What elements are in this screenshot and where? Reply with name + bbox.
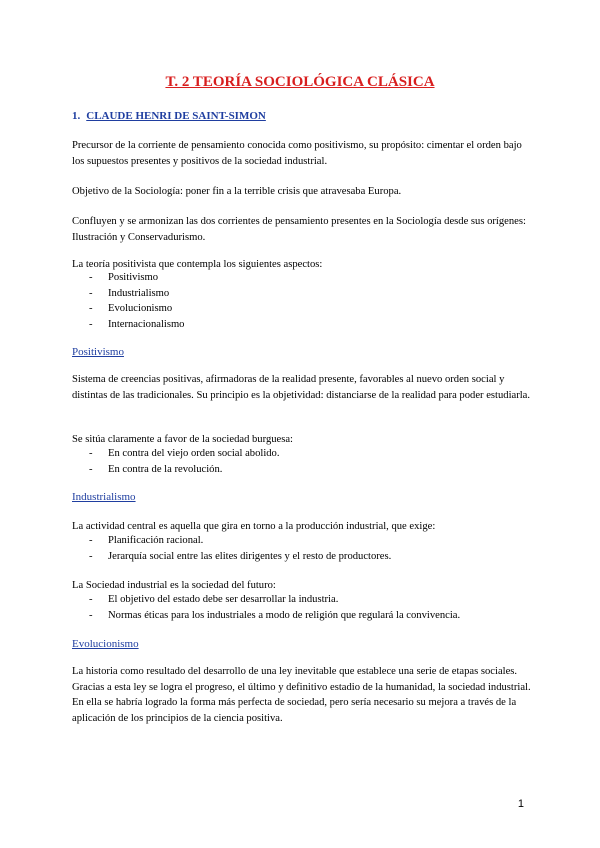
list-item-text: Jerarquía social entre las elites dirigentes y el resto de productores.: [108, 550, 392, 562]
list-item-text: Industrialismo: [108, 287, 170, 299]
paragraph-industrialismo-futuro: La Sociedad industrial es la sociedad del futuro:: [72, 580, 276, 591]
list-item-text: Internacionalismo: [108, 318, 185, 330]
section-number: 1.: [72, 110, 81, 122]
list-item: [72, 592, 534, 608]
list-dash: -: [89, 609, 93, 621]
list-item-text: Normas éticas para los industriales a modo de religión que regulará la convivencia.: [108, 609, 461, 621]
industrialismo-list-1: [72, 533, 534, 564]
list-item-text: Positivismo: [108, 272, 159, 283]
list-item-text: Planificación racional.: [108, 535, 204, 546]
list-item: [72, 270, 534, 286]
list-dash: -: [89, 594, 93, 605]
list-item: [72, 301, 534, 317]
list-item: [72, 608, 534, 624]
paragraph-evolucionismo: La historia como resultado del desarrollo de una ley inevitable que establece una serie de etapas sociales. Gracias a esta ley se logra el progreso, el último y definitivo estadio de la humanidad, la sociedad industrial. En ella se habría logrado la forma más perfecta de sociedad, pero sería necesario su mejora a través de la aplicación de los principios de la ciencia positiva.: [72, 666, 531, 724]
list-dash: -: [89, 303, 93, 314]
aspects-list: [72, 270, 534, 332]
list-item: [72, 533, 534, 549]
subheading-positivismo: Positivismo: [72, 346, 124, 358]
positivismo-list: [72, 446, 534, 477]
list-item-text: El objetivo del estado debe ser desarrollar la industria.: [108, 594, 339, 605]
page-number: 1: [517, 798, 524, 810]
industrialismo-list-2: [72, 592, 534, 623]
list-dash: -: [89, 535, 93, 546]
list-dash: -: [89, 550, 93, 562]
section-heading-saint-simon: [72, 109, 266, 123]
list-item-text: En contra del viejo orden social abolido.: [108, 448, 280, 459]
section-heading-text: CLAUDE HENRI DE SAINT-SIMON: [86, 110, 266, 122]
subheading-evolucionismo: Evolucionismo: [72, 638, 139, 650]
list-dash: -: [89, 463, 93, 475]
list-dash: -: [89, 272, 93, 283]
list-dash: -: [89, 287, 93, 299]
list-item: [72, 462, 534, 478]
paragraph-industrialismo-actividad: La actividad central es aquella que gira en torno a la producción industrial, que exige:: [72, 521, 436, 532]
list-item: [72, 549, 534, 565]
list-dash: -: [89, 318, 93, 330]
paragraph-precursor: Precursor de la corriente de pensamiento conocida como positivismo, su propósito: cimentar el orden bajo los supuestos presentes y positivos de la sociedad industrial.: [72, 140, 522, 167]
list-item-text: En contra de la revolución.: [108, 463, 223, 475]
list-item-text: Evolucionismo: [108, 303, 173, 314]
list-dash: -: [89, 448, 93, 459]
subheading-industrialismo: Industrialismo: [72, 491, 136, 503]
paragraph-confluyen: Confluyen y se armonizan las dos corrientes de pensamiento presentes en la Sociología desde sus orígenes: Ilustración y Conservadurismo.: [72, 216, 526, 243]
list-item: [72, 446, 534, 462]
paragraph-positivismo-sistema: Sistema de creencias positivas, afirmadoras de la realidad presente, favorables al nuevo orden social y distintas de las tradicionales. Su principio es la objetividad: distanciarse de la realidad para poder estudiarla.: [72, 374, 531, 401]
paragraph-positivismo-burguesa: Se sitúa claramente a favor de la sociedad burguesa:: [72, 434, 294, 445]
list-item: [72, 286, 534, 302]
list-item: [72, 317, 534, 333]
paragraph-objetivo: Objetivo de la Sociología: poner fin a la terrible crisis que atravesaba Europa.: [72, 186, 402, 197]
document-title: T. 2 TEORÍA SOCIOLÓGICA CLÁSICA: [165, 74, 435, 90]
paragraph-teoria-positivista: La teoría positivista que contempla los siguientes aspectos:: [72, 259, 323, 270]
